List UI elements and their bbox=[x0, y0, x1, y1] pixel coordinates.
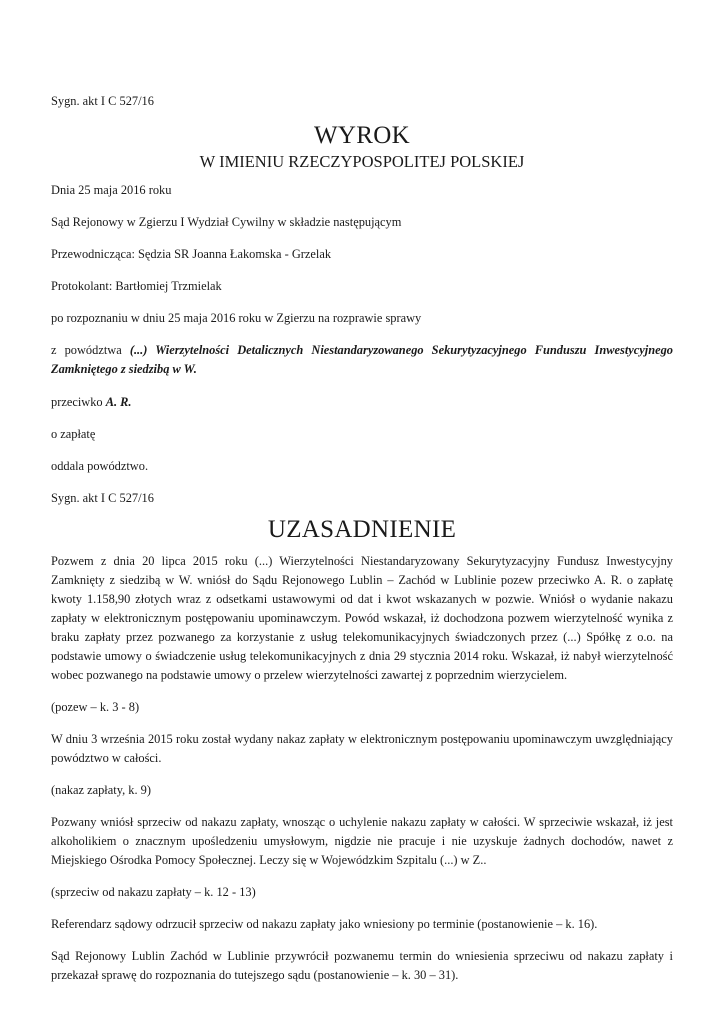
case-subject: o zapłatę bbox=[51, 427, 96, 441]
justification-paragraph: Pozwany wniósł sprzeciw od nakazu zapłaty, wnosząc o uchylenie nakazu zapłaty w całości. W sprzeciwie wskazał, iż jest alkoholikiem o znacznym upośledzeniu umysłowym, nigdzie nie pracuje i nie uzyskuje żadnych dochodów, nawet z Miejskiego Ośrodka Pomocy Społecznej. Leczy się w Wojewódzkim Szpitalu (...) w Z.. bbox=[51, 815, 673, 867]
justification-citation: (sprzeciw od nakazu zapłaty – k. 12 - 13) bbox=[51, 885, 256, 899]
judgment-date: Dnia 25 maja 2016 roku bbox=[51, 183, 172, 197]
plaintiff-name: (...) Wierzytelności Detalicznych Niestandaryzowanego Sekurytyzacyjnego Funduszu Inwestycyjnego Zamkniętego z siedzibą w W. bbox=[51, 343, 673, 376]
justification-paragraph: Sąd Rejonowy Lublin Zachód w Lublinie przywrócił pozwanemu termin do wniesienia sprzeciwu od nakazu zapłaty i przekazał sprawę do rozpoznania do tutejszego sądu (postanowienie – k. 30 – 31). bbox=[51, 949, 673, 982]
document-page bbox=[51, 92, 673, 998]
plaintiff-line bbox=[51, 341, 673, 379]
justification-citation: (pozew – k. 3 - 8) bbox=[51, 700, 140, 714]
ruling: oddala powództwo. bbox=[51, 459, 149, 473]
case-number: Sygn. akt I C 527/16 bbox=[51, 94, 154, 108]
document-title: WYROK bbox=[314, 122, 410, 149]
justification-paragraph: Pozwem z dnia 20 lipca 2015 roku (...) Wierzytelności Niestandaryzowany Sekurytyzacyjny Fundusz Inwestycyjny Zamknięty z siedzibą w W. wniósł do Sądu Rejonowego Lublin – Zachód w Lublinie pozew przeciwko A. R. o zapłatę kwoty 1.158,90 złotych wraz z odsetkami ustawowymi od dat i kwot wskazanych w pozwie. Wniósł o wydanie nakazu zapłaty w elektronicznym postępowaniu upominawczym. Powód wskazał, iż dochodzona pozwem wierzytelność wynika z braku zapłaty przez pozwanego za korzystanie z usług telekomunikacyjnych świadczonych przez (...) Spółkę z o.o. na podstawie umowy o świadczenie usług telekomunikacyjnych z dnia 29 stycznia 2014 roku. Wskazał, iż nabył wierzytelność wobec pozwanego na podstawie umowy o przelew wierzytelności zawartej z poprzednim wierzycielem. bbox=[51, 554, 673, 682]
justification-case-number: Sygn. akt I C 527/16 bbox=[51, 491, 154, 505]
defendant-name: A. R. bbox=[105, 395, 132, 409]
court-clerk: Protokolant: Bartłomiej Trzmielak bbox=[51, 279, 222, 293]
justification-title: UZASADNIENIE bbox=[267, 516, 457, 543]
justification-citation: (nakaz zapłaty, k. 9) bbox=[51, 783, 151, 797]
hearing-info: po rozpoznaniu w dniu 25 maja 2016 roku w Zgierzu na rozprawie sprawy bbox=[51, 311, 422, 325]
defendant-line bbox=[51, 393, 673, 412]
plaintiff-prefix: z powództwa bbox=[51, 343, 130, 357]
document-subtitle: W IMIENIU RZECZYPOSPOLITEJ POLSKIEJ bbox=[199, 152, 525, 171]
justification-paragraph: Referendarz sądowy odrzucił sprzeciw od nakazu zapłaty jako wniesiony po terminie (postanowienie – k. 16). bbox=[51, 917, 598, 931]
justification-paragraph: W dniu 3 września 2015 roku został wydany nakaz zapłaty w elektronicznym postępowaniu upominawczym uwzględniający powództwo w całości. bbox=[51, 732, 673, 765]
court-composition: Sąd Rejonowy w Zgierzu I Wydział Cywilny w składzie następującym bbox=[51, 215, 402, 229]
defendant-prefix: przeciwko bbox=[51, 395, 106, 409]
presiding-judge: Przewodnicząca: Sędzia SR Joanna Łakomska - Grzelak bbox=[51, 247, 332, 261]
